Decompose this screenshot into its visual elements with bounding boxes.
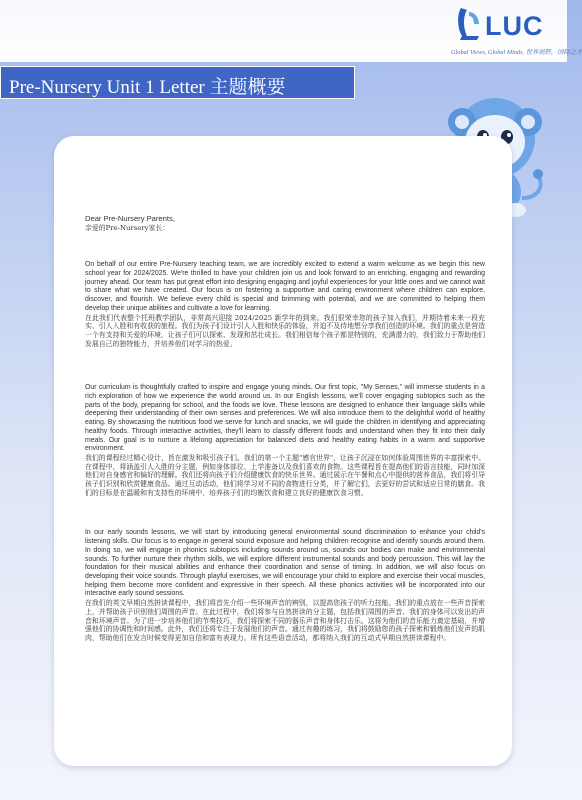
greeting-en: Dear Pre-Nursery Parents, — [85, 214, 175, 223]
paragraph-text-zh: 在此我们代表整个托班教学团队，非常高兴迎接 2024/2025 新学年的到来。我们很荣幸您的孩子加入我们，并期待着未来一段充实、引人入胜和有收获的旅程。我们为孩子们设计引人入胜和快乐的体验，并迫不及待地想分享我们创造的环境。我们的重点是营造一个有支持和关爱的环境，让孩子们可以探索、发现和茁壮成长。我们相信每个孩子都是特别的，充满潜力的，我们致力于帮助他们发展自己的独特能力，并培养他们对学习的热爱。 — [85, 313, 485, 348]
paragraph-text-en: In our early sounds lessons, we will start by introducing general environmental sound discrimination to enhance your child's listening skills. Our focus is to engage in general sound exposure and helping children recognise and identify sounds around them. In doing so, we will engage in phonics subtopics including sounds around us, sounds our bodies can make and environmental sounds. To further nurture their rhythm skills, we will explore different instrumental sounds and body percussion. This will lay the foundation for their musical abilities and enhance their coordination and sense of timing. In addition, we will also focus on developing their voice sounds. Through playful exercises, we will encourage your child to explore and exercise their vocal muscles, helping them become more confident and expressive in their speech. All these phonics activities will be incorporated into our interactive early sound sessions. — [85, 529, 485, 598]
paragraph-text-zh: 在我们的英文早期自然拼读课程中，我们将首先介绍一些环境声音的辨别，以提高您孩子的听力技能。我们的重点放在一些声音探索上，并帮助孩子识别他们周围的声音。在此过程中，我们将参与自然拼读的分主题，包括我们周围的声音、我们的身体可以发出的声音和环境声音。为了进一步培养他们的节奏技巧，我们将探索不同的器乐声音和身体打击乐。这将为他们的音乐能力奠定基础，并增强他们的协调性和时间感。此外，我们还将专注于发展他们的声音。通过有趣的练习，我们将鼓励您的孩子探索和锻炼他们发声的肌肉，帮助他们在发言时候变得更加自信和富有表现力。所有这些语音活动，都将纳入我们的互动式早期自然拼读课程中。 — [85, 599, 485, 642]
paragraph-text-en: On behalf of our entire Pre-Nursery teaching team, we are incredibly excited to extend a warm welcome as we begin this new school year for 2024/2025. We're thrilled to have your children join us and look forward to an enriching, engaging and rewarding journey ahead. Our team has put great effort into designing engaging and joyful experiences for your little ones and we cannot wait to share what we have created. Our focus is on fostering a supportive and caring environment where children can explore, discover, and flourish. We believe every child is special and brimming with potential, and we are committed to helping them develop their unique abilities and cultivate a love for learning. — [85, 261, 485, 312]
logo-text: LUC — [485, 11, 544, 41]
paragraph-curriculum — [85, 384, 485, 497]
luc-logo-icon — [455, 6, 483, 40]
letter-content — [85, 214, 485, 643]
title-bar — [0, 66, 355, 99]
page-title: Pre-Nursery Unit 1 Letter 主题概要 — [9, 77, 286, 98]
paragraph-early-sounds — [85, 529, 485, 642]
paragraph-text-en: Our curriculum is thoughtfully crafted to inspire and engage young minds. Our first topic, "My Senses," will immerse students in a rich exploration of how we experience the world around us. In our English lessons, we'll cover engaging subtopics such as the parts of the body, preparing for school, and the foods we love. These lessons are designed to enhance their language skills while deepening their understanding of their own senses and preferences. We will also introduce them to the delightful world of healthy eating. By showcasing the nutritious food we serve for lunch and snacks, we will guide the children in identifying and appreciating healthy foods. Through interactive activities, they'll learn to classify different foods and understand when they fit into their daily meals. Our goal is to nurture a lifelong appreciation for balanced diets and healthy eating habits in a warm and supportive environment. — [85, 384, 485, 453]
greeting-zh: 亲爱的Pre-Nursery家长： — [85, 223, 170, 232]
paragraph-welcome — [85, 261, 485, 348]
school-logo[interactable] — [445, 6, 582, 64]
logo-tagline: Global Views, Global Minds. 世界视野，国际之才 — [451, 49, 582, 56]
paragraph-text-zh: 我们的课程经过精心设计，旨在激发和吸引孩子们。我们的第一个主题"感官世界"，让孩子沉浸在如何体验周围世界的丰富探索中。在课程中，将涵盖引人入胜的分主题，例如身体部位、上学准备以及我们喜欢的食物。这些课程旨在提高他们的语言技能，同时加深他们对自身感官和偏好的理解。我们还将向孩子们介绍健康饮食的快乐世界。通过展示在午餐和点心中提供的营养食品，我们将引导孩子们识别和欣赏健康食品。通过互动活动，他们将学习对不同的食物进行分类，并了解它们，去更好的尝试和适应日常的膳食。我们的目标是在温暖和有支持性的环境中，培养孩子们的均衡饮食和建立良好的健康饮食习惯。 — [85, 453, 485, 497]
